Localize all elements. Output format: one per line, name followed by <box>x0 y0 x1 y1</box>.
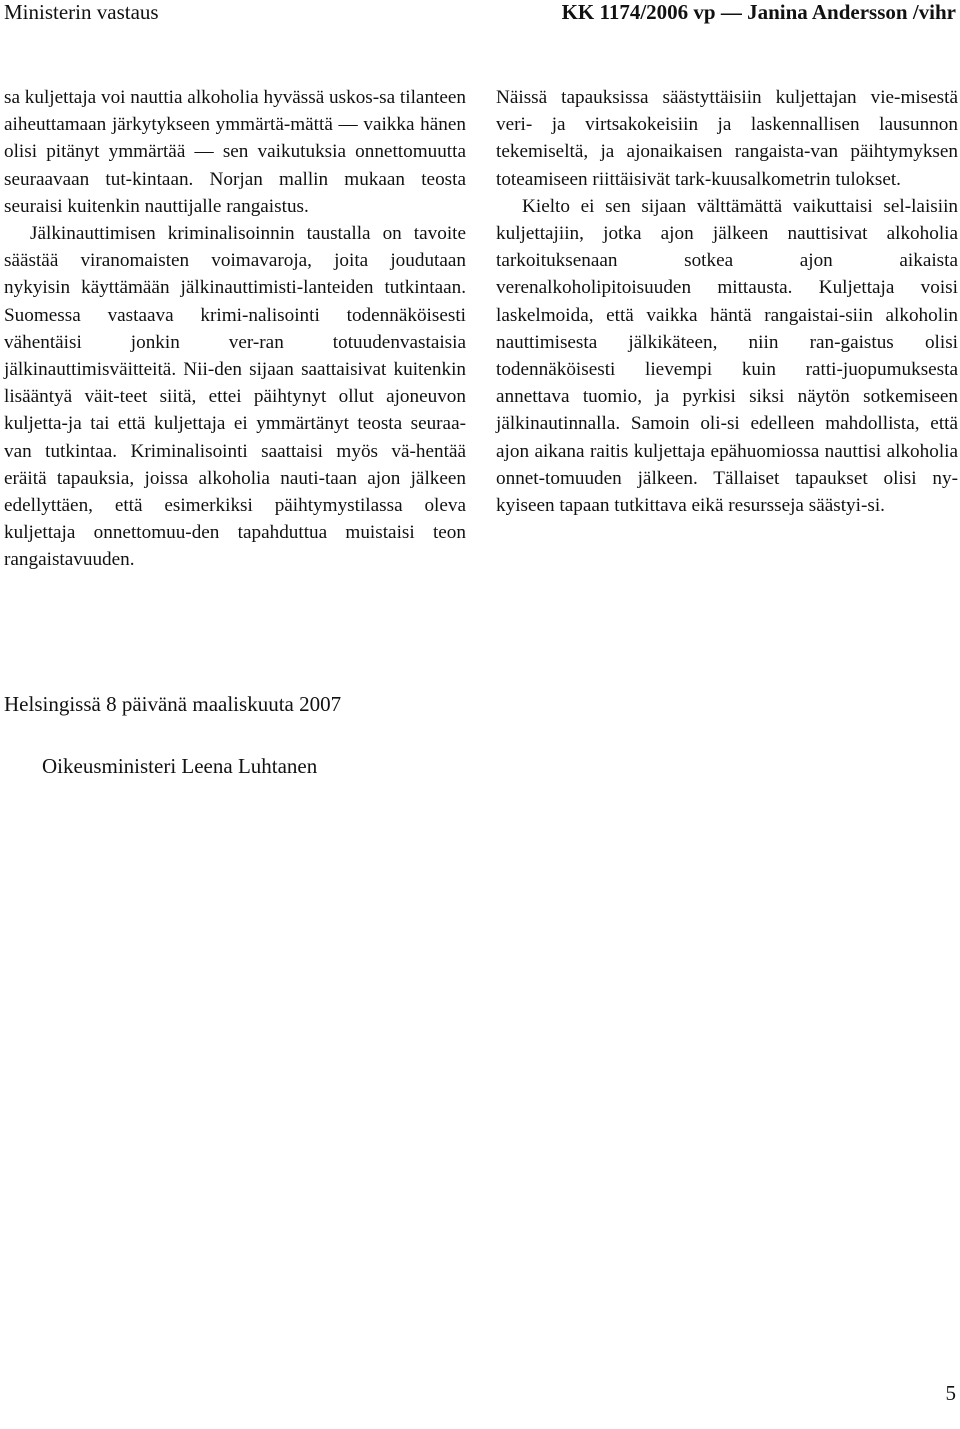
right-paragraph-1: Näissä tapauksissa säästyttäisiin kuljettajan vie-misestä veri- ja virtsakokeisiin ja laskennallisen lausunnon tekemiseltä, ja ajonaikaisen rangaista-van päihtymyksen toteamiseen riittäisivät tark-kuusalkometrin tulokset. <box>496 87 958 190</box>
document-reference: KK 1174/2006 vp — Janina Andersson /vihr <box>561 0 956 24</box>
left-paragraph-1: sa kuljettaja voi nauttia alkoholia hyvässä uskos-sa tilanteen aiheuttamaan järkytykseen ymmärtä-mättä — vaikka hänen olisi pitänyt ymmärtää — sen vaikutuksia onnettomuutta seuraavaan tut-kintaan. Norjan mallin mukaan teosta seuraisi kuitenkin nauttijalle rangaistus. <box>4 87 466 217</box>
left-paragraph-2: Jälkinauttimisen kriminalisoinnin taustalla on tavoite säästää viranomaisten voimavaroja, joita joudutaan nykyisin käyttämään jälkinauttimisti-lanteiden tutkintaan. Suomessa vastaava krimi-nalisointi todennäköisesti vähentäisi jonkin ver-ran totuudenvastaisia jälkinauttimisväitteitä. Nii-den sijaan saattaisivat kuitenkin lisääntyä väit-teet siitä, ettei päihtynyt ollut ajoneuvon kuljetta-ja tai että kuljettaja ei ymmärtänyt teosta seuraa-van tutkintaa. Kriminalisointi saattaisi myös vä-hentää eräitä tapauksia, joissa alkoholia nauti-taan ajon jälkeen edellyttäen, että esimerkiksi päihtymystilassa oleva kuljettaja onnettomuu-den tapahduttua muistaisi teon rangaistavuuden. <box>4 223 466 571</box>
right-text-column <box>496 84 958 519</box>
signature-line: Oikeusministeri Leena Luhtanen <box>42 754 318 778</box>
page-number: 5 <box>945 1381 956 1405</box>
page-header <box>0 0 960 28</box>
right-paragraph-2: Kielto ei sen sijaan välttämättä vaikuttaisi sel-laisiin kuljettajiin, jotka ajon jälkeen nauttisivat alkoholia tarkoituksenaan sotkea ajon aikaista verenalkoholipitoisuuden mittausta. Kuljettaja voisi laskelmoida, että vaikka häntä rangaistai-siin alkoholin nauttimisesta jälkikäteen, niin ran-gaistus olisi todennäköisesti lievempi kuin ratti-juopumuksesta annettava tuomio, ja pyrkisi siksi näytön sotkemiseen jälkinautinnalla. Samoin oli-si edelleen mahdollista, että ajon aikana raitis kuljettaja epähuomiossa nauttisi alkoholia onnet-tomuuden jälkeen. Tällaiset tapaukset olisi ny-kyiseen tapaan tutkittava eikä resursseja säästyi-si. <box>496 195 958 517</box>
place-and-date: Helsingissä 8 päivänä maaliskuuta 2007 <box>4 692 342 716</box>
left-text-column <box>4 84 466 574</box>
document-section-label: Ministerin vastaus <box>4 0 159 24</box>
